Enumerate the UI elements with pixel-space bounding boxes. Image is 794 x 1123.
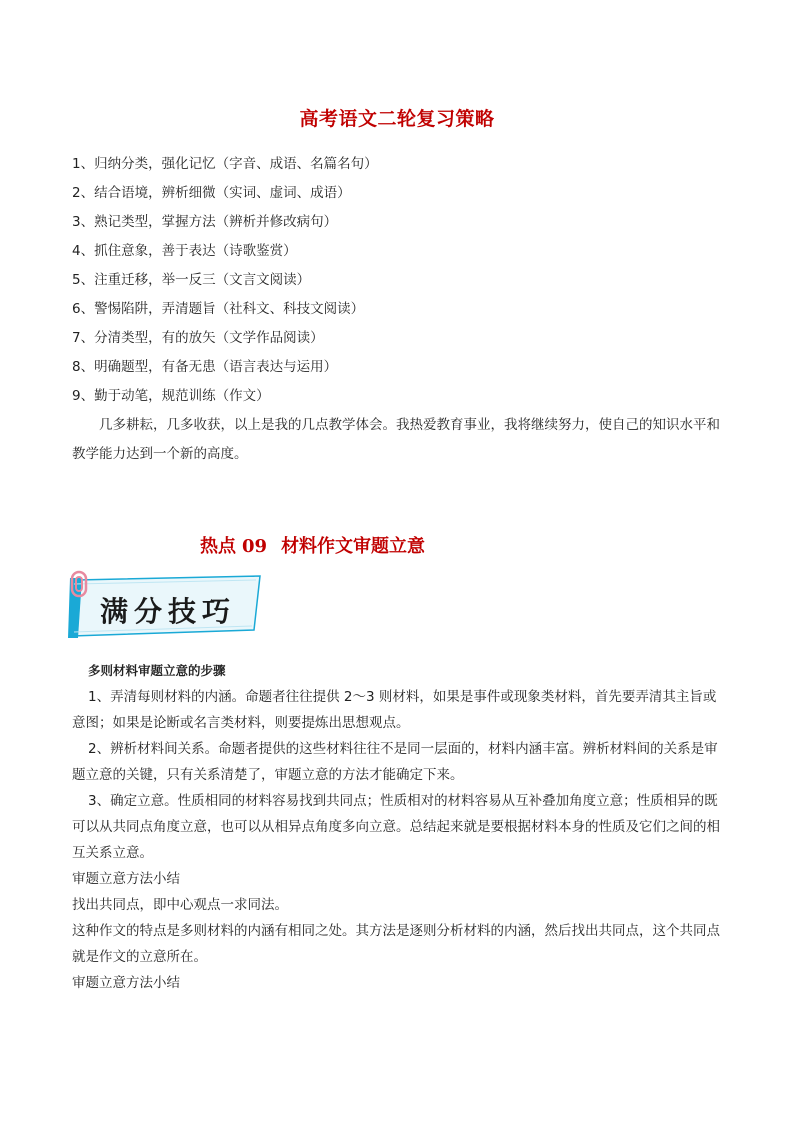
summary-heading: 审题立意方法小结 <box>72 975 180 991</box>
section-number: 09 <box>242 536 268 557</box>
list-item: 6、警惕陷阱，弄清题旨（社科文、科技文阅读） <box>72 301 365 317</box>
paperclip-icon <box>68 570 90 600</box>
method-section <box>72 658 728 996</box>
summary-heading: 审题立意方法小结 <box>72 871 180 887</box>
section-heading: 材料作文审题立意 <box>281 536 426 557</box>
step-paragraph: 2、辨析材料间关系。命题者提供的这些材料往往不是同一层面的，材料内涵丰富。辨析材料间的关系是审题立意的关键，只有关系清楚了，审题立意的方法才能确定下来。 <box>72 741 718 783</box>
full-score-badge <box>68 570 268 642</box>
step-paragraph: 1、弄清每则材料的内涵。命题者往往提供 2～3 则材料，如果是事件或现象类材料，首先要弄清其主旨或意图；如果是论断或名言类材料，则要提炼出思想观点。 <box>72 689 717 731</box>
list-item: 7、分清类型，有的放矢（文学作品阅读） <box>72 330 324 346</box>
method-text: 这种作文的特点是多则材料的内涵有相同之处。其方法是逐则分析材料的内涵，然后找出共同点，这个共同点就是作文的立意所在。 <box>72 923 720 965</box>
steps-subheading: 多则材料审题立意的步骤 <box>88 663 226 678</box>
list-item: 2、结合语境，辨析细微（实词、虚词、成语） <box>72 185 351 201</box>
closing-paragraph: 几多耕耘，几多收获，以上是我的几点教学体会。我热爱教育事业，我将继续努力，使自己的知识水平和教学能力达到一个新的高度。 <box>72 417 720 462</box>
section-prefix: 热点 <box>200 536 236 557</box>
list-item: 1、归纳分类，强化记忆（字音、成语、名篇名句） <box>72 156 378 172</box>
list-item: 3、熟记类型，掌握方法（辨析并修改病句） <box>72 214 338 230</box>
section-title <box>200 532 425 558</box>
badge-label: 满分技巧 <box>100 595 237 628</box>
strategy-list <box>72 150 732 469</box>
page-title: 高考语文二轮复习策略 <box>299 108 495 130</box>
list-item: 8、明确题型，有备无患（语言表达与运用） <box>72 359 338 375</box>
list-item: 4、抓住意象，善于表达（诗歌鉴赏） <box>72 243 297 259</box>
step-paragraph: 3、确定立意。性质相同的材料容易找到共同点；性质相对的材料容易从互补叠加角度立意；性质相异的既可以从共同点角度立意，也可以从相异点角度多向立意。总结起来就是要根据材料本身的性质及它们之间的相互关系立意。 <box>72 793 720 861</box>
method-title: 找出共同点，即中心观点一求同法。 <box>72 897 288 913</box>
list-item: 9、勤于动笔，规范训练（作文） <box>72 388 270 404</box>
list-item: 5、注重迁移，举一反三（文言文阅读） <box>72 272 311 288</box>
